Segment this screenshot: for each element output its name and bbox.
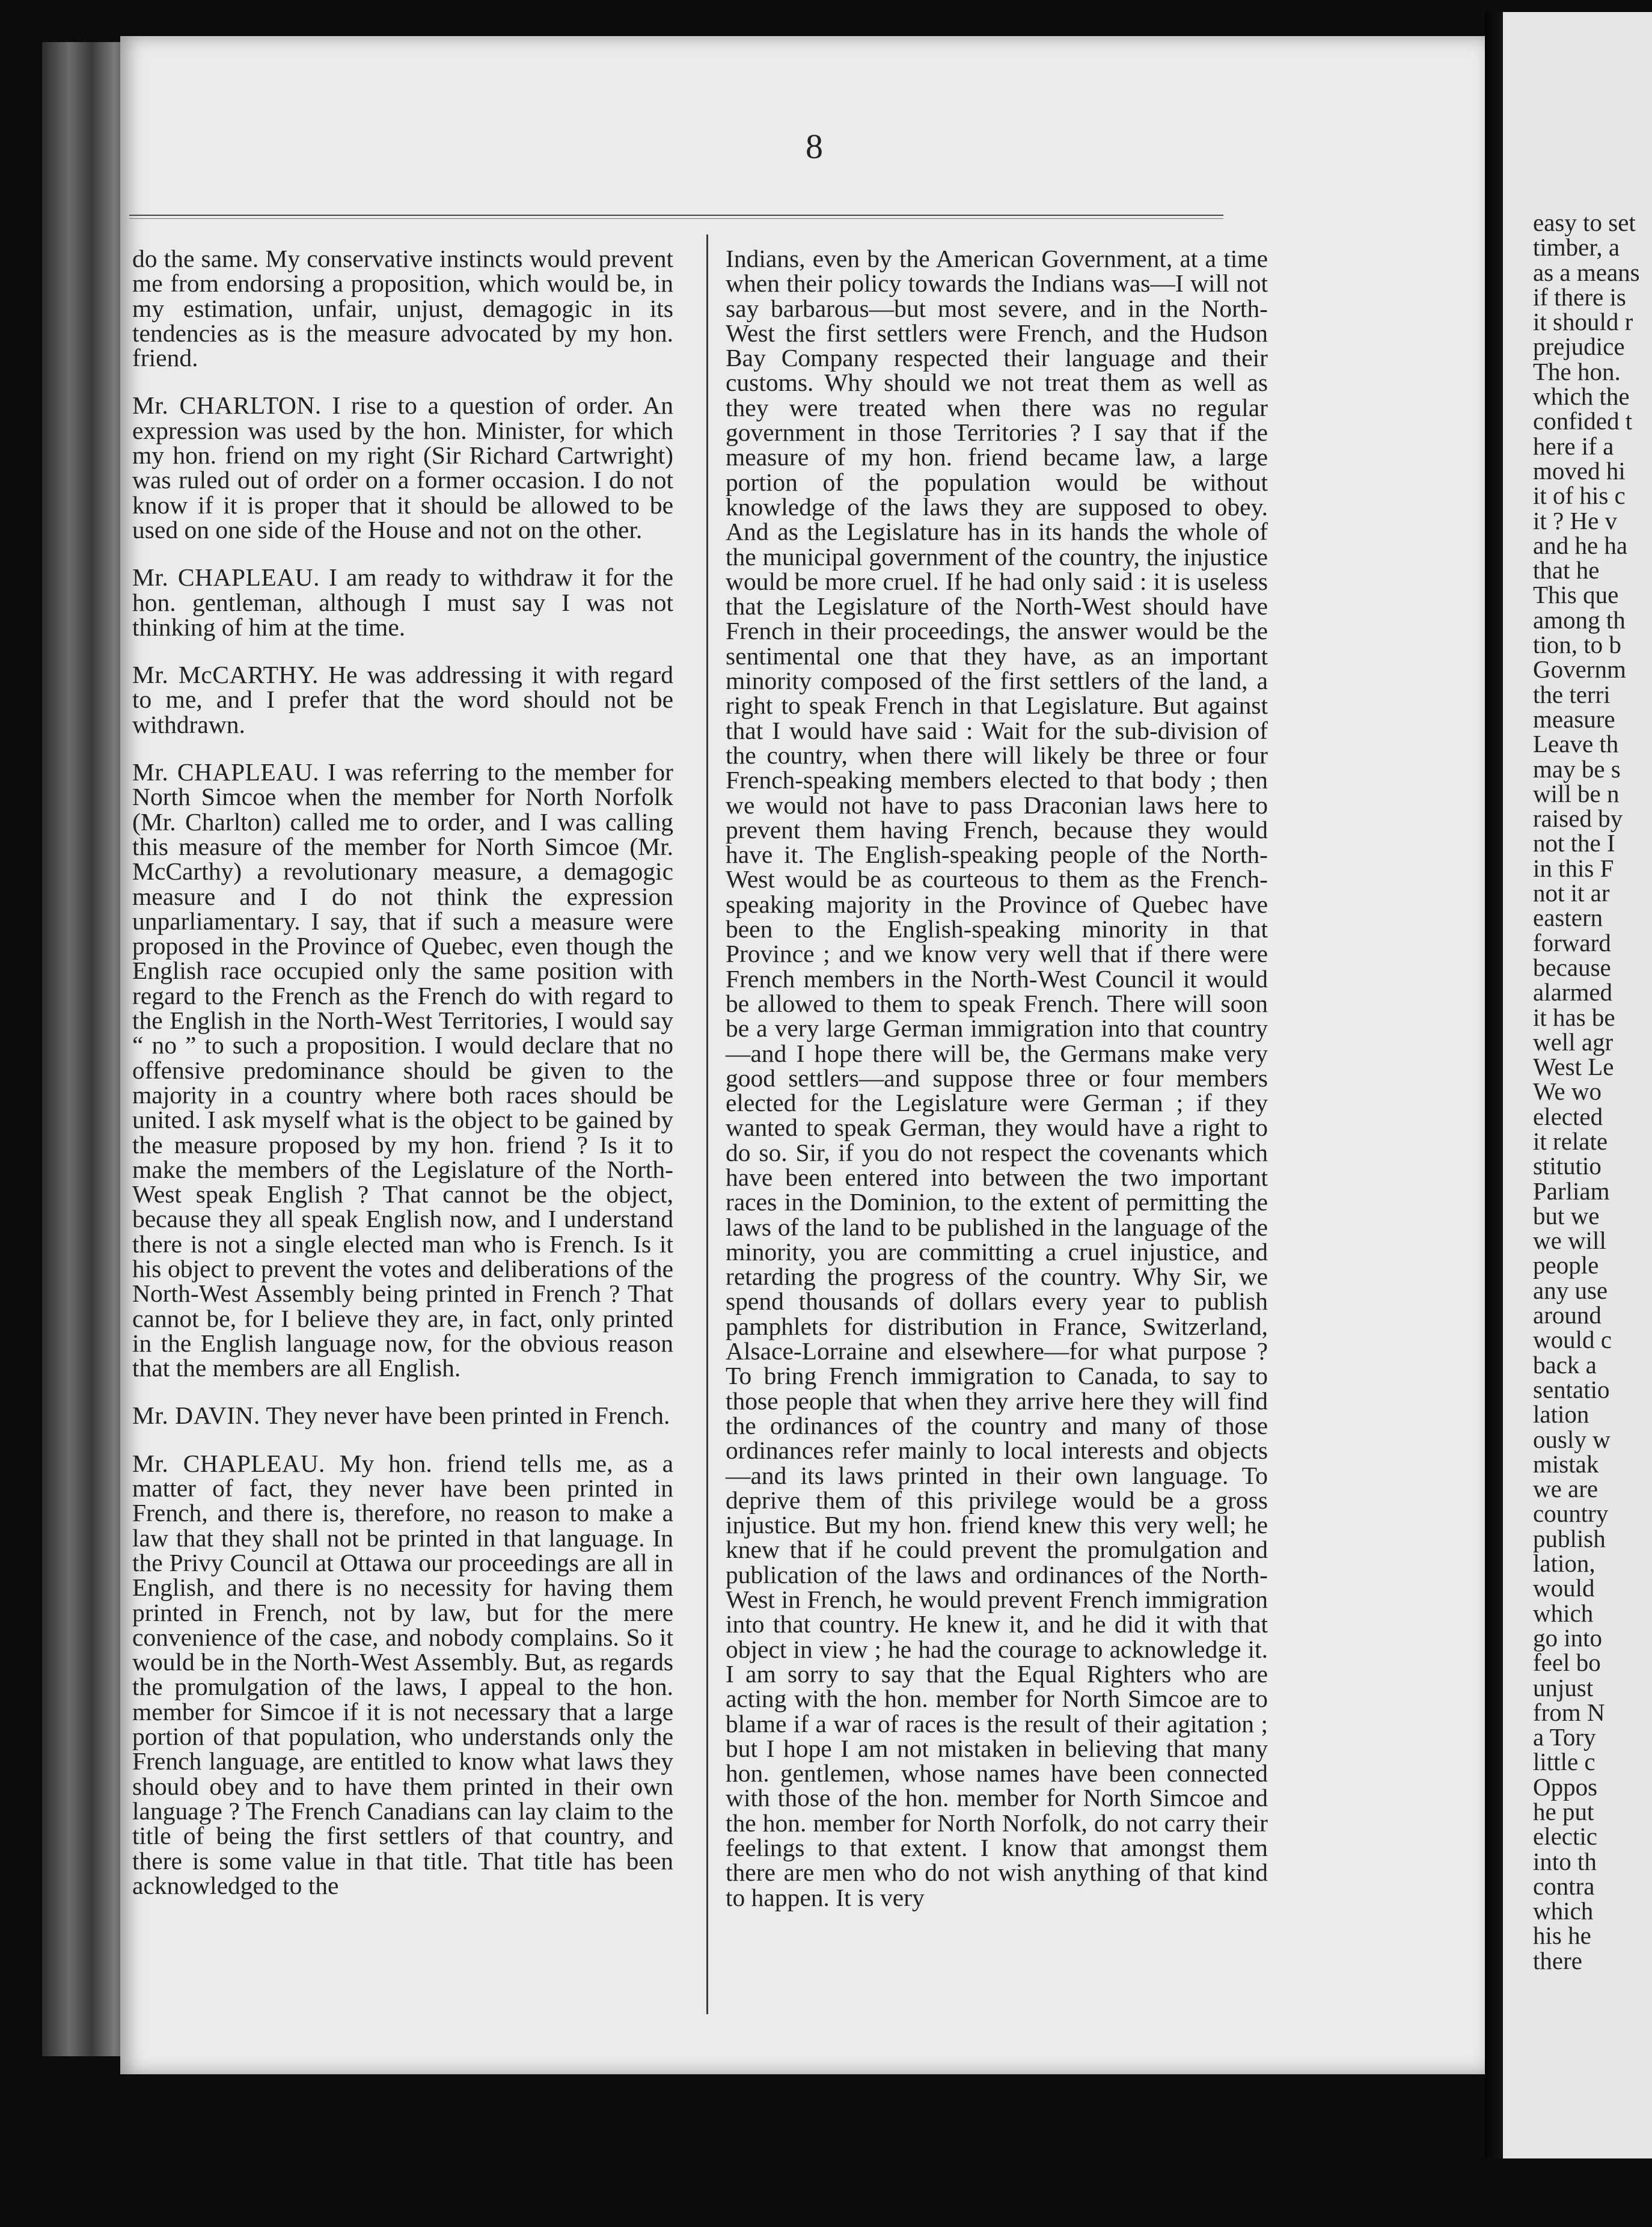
next-page-line: which	[1533, 1599, 1594, 1627]
next-page-text-fragment	[1533, 210, 1640, 1973]
next-page-line: and he ha	[1533, 531, 1628, 559]
next-page-line: we are	[1533, 1475, 1598, 1503]
next-page-line: elected	[1533, 1102, 1603, 1130]
header-rule	[129, 215, 1223, 219]
next-page-line: not it ar	[1533, 879, 1610, 907]
next-page-line: unjust	[1533, 1673, 1594, 1702]
next-page-line: it of his c	[1533, 482, 1626, 510]
paragraph	[132, 663, 673, 737]
next-page-line: will be n	[1533, 779, 1620, 807]
next-page-line: go into	[1533, 1623, 1603, 1652]
next-page-line: we will	[1533, 1227, 1606, 1255]
speaker-name: Mr. CHAPLEAU.	[132, 758, 320, 786]
next-page-line: would	[1533, 1574, 1595, 1602]
next-page-line: around	[1533, 1301, 1602, 1329]
next-page-line: back a	[1533, 1350, 1597, 1379]
left-column	[132, 247, 673, 1921]
next-page-line: electic	[1533, 1822, 1597, 1851]
next-page-line: alarmed	[1533, 978, 1613, 1006]
paragraph	[132, 1403, 673, 1428]
right-column	[726, 247, 1268, 1910]
paragraph	[132, 393, 673, 542]
next-page-line: but we	[1533, 1201, 1600, 1230]
next-page-line: which	[1533, 1897, 1594, 1925]
next-page-edge	[1503, 12, 1652, 2158]
next-page-line: sentatio	[1533, 1375, 1610, 1403]
speaker-name: Mr. DAVIN.	[132, 1401, 260, 1430]
next-page-line: here if a	[1533, 432, 1614, 460]
next-page-line: measure	[1533, 705, 1615, 733]
next-page-line: it has be	[1533, 1003, 1615, 1031]
next-page-line: feel bo	[1533, 1649, 1601, 1677]
speaker-name: Mr. CHAPLEAU.	[132, 563, 320, 592]
next-page-line: the terri	[1533, 680, 1611, 708]
next-page-line: moved hi	[1533, 456, 1626, 485]
next-page-line: it relate	[1533, 1127, 1608, 1155]
next-page-line: his he	[1533, 1922, 1591, 1950]
speaker-name: Mr. CHARLTON.	[132, 391, 322, 420]
column-divider	[706, 234, 708, 2014]
next-page-line: ously w	[1533, 1425, 1611, 1453]
next-page-line: little c	[1533, 1748, 1595, 1776]
next-page-line: raised by	[1533, 804, 1623, 833]
next-page-line: Oppos	[1533, 1772, 1598, 1801]
next-page-line: Parliam	[1533, 1177, 1610, 1205]
next-page-line: The hon.	[1533, 357, 1621, 385]
next-page-line: may be s	[1533, 755, 1621, 783]
page-number: 8	[806, 127, 823, 166]
next-page-line: lation	[1533, 1400, 1589, 1429]
next-page-line: stitutio	[1533, 1152, 1602, 1180]
next-page-line: We wo	[1533, 1077, 1602, 1106]
next-page-line: there	[1533, 1946, 1582, 1974]
next-page-line: contra	[1533, 1872, 1595, 1900]
next-page-line: if there is	[1533, 283, 1626, 311]
next-page-line: that he	[1533, 556, 1600, 584]
next-page-line: easy to set	[1533, 209, 1636, 236]
next-page-line: among th	[1533, 605, 1626, 634]
next-page-line: any use	[1533, 1276, 1608, 1304]
paragraph-text: I am ready to withdraw it for the hon. gentleman, although I must say I was not thinking of him at the time.	[132, 563, 673, 641]
next-page-line: people	[1533, 1251, 1599, 1279]
next-page-line: a Tory	[1533, 1723, 1596, 1751]
next-page-line: country	[1533, 1499, 1609, 1528]
next-page-line: mistak	[1533, 1450, 1599, 1478]
next-page-line: would c	[1533, 1326, 1612, 1354]
paragraph-text: I rise to a question of order. An expression was used by the hon. Minister, for which my hon. friend on my right (Sir Richard Cartwright) was ruled out of order on a former occasion. I do not know if it is proper that it should be allowed to be used on one side of the House and not on the other.	[132, 391, 674, 544]
next-page-line: well agr	[1533, 1028, 1614, 1056]
next-page-line: Leave th	[1533, 730, 1619, 758]
next-page-line: publish	[1533, 1524, 1606, 1552]
paragraph	[132, 760, 673, 1380]
next-page-line: forward	[1533, 928, 1611, 957]
next-page-line: he put	[1533, 1798, 1594, 1825]
speaker-name: Mr. CHAPLEAU.	[132, 1449, 325, 1477]
paragraph	[132, 247, 673, 370]
paragraph-text: Indians, even by the American Government, at a time when their policy towards the Indians was—I will not say barbarous—but most severe, and in the North-West the first settlers were French, and the Hudson Bay Company respected their language and their customs. Why should we not treat them as well as they were treated when there was no regular government in those Territories ? I say that if the measure of my hon. friend became law, a large portion of the population would be without knowledge of the laws they are supposed to obey. And as the Legislature has in its hands the whole of the municipal government of the country, the injustice would be more cruel. If he had only said : it is useless that the Legislature of the North-West should have French in their proceedings, the answer would be the sentimental one that they have, as an important minority composed of the first settlers of the land, a right to speak French in that Legislature. But against that I would have said : Wait for the sub-division of the country, when there will likely be three or four French-speaking members elected to that body ; then we would not have to pass Draconian laws here to prevent them having French, because they would have it. The English-speaking people of the North-West would be as courteous to them as the French-speaking majority in the Province of Quebec have been to the English-speaking minority in that Province ; and we know very well that if there were French members in the North-West Council it would be allowed to them to speak French. There will soon be a very large German immigration into that country—and I hope there will be, the Germans make very good settlers—and suppose three or four members elected for the Legislature were German ; if they wanted to speak German, they would have a right to do so. Sir, if you do not respect the covenants which have been entered into between the two important races in the Dominion, to the extent of permitting the laws of the land to be published in the language of the minority, you are committing a cruel injustice, and retarding the progress of the country. Why Sir, we spend thousands of dollars every year to publish pamphlets for distribution in France, Switzerland, Alsace-Lorraine and elsewhere—for what purpose ? To bring French immigration to Canada, to say to those people that when they arrive here they will find the ordinances of the country and many of those ordinances refer mainly to local interests and objects—and its laws printed in their own language. To deprive them of this privilege would be a gross injustice. But my hon. friend knew this very well; he knew that if he could prevent the promulgation and publication of the laws and ordinances of the North-West in French, he would prevent French immigration into that country. He knew it, and he did it with that object in view ; he had the courage to acknowledge it. I am sorry to say that the Equal Righters who are acting with the hon. member for North Simcoe are to blame if a war of races is the result of their agitation ; but I hope I am not mistaken in believing that many hon. gentlemen, whose names have been connected with those of the hon. member for North Simcoe and the hon. member for North Norfolk, do not carry their feelings to that extent. I know that amongst them there are men who do not wish anything of that kind to happen. It is very	[726, 245, 1268, 1911]
paragraph	[132, 565, 673, 640]
book-spine-shadow	[42, 42, 132, 2056]
next-page-line: confided t	[1533, 407, 1633, 435]
next-page-line: it should r	[1533, 308, 1633, 336]
next-page-line: This que	[1533, 581, 1619, 609]
paragraph-text: My hon. friend tells me, as a matter of fact, they never have been printed in French, and there is, therefore, no reason to make a law that they shall not be printed in that language. In the Privy Council at Ottawa our proceedings are all in English, and there is no necessity for having them printed in French, not by law, but for the mere convenience of the case, and nobody complains. So it would be in the North-West Assembly. But, as regards the promulgation of the laws, I appeal to the hon. member for Simcoe if it is not necessary that a large portion of that population, who understands only the French language, are entitled to know what laws they should obey and to have them printed in their own language ? The French Canadians can lay claim to the title of being the first settlers of that country, and there is some value in that title. That title has been acknowledged to the	[132, 1449, 673, 1899]
paragraph-text: He was addressing it with regard to me, and I prefer that the word should not be withdrawn.	[132, 661, 673, 738]
next-page-line: tion, to b	[1533, 631, 1621, 659]
next-page-line: West Le	[1533, 1053, 1614, 1081]
next-page-line: into th	[1533, 1847, 1597, 1875]
next-page-line: lation,	[1533, 1549, 1595, 1578]
next-page-line: timber, a	[1533, 233, 1620, 262]
next-page-line: it ? He v	[1533, 506, 1618, 535]
speaker-name: Mr. McCARTHY.	[132, 661, 319, 689]
next-page-line: as a means	[1533, 258, 1640, 286]
next-page-line: because	[1533, 953, 1611, 981]
paragraph-text: They never have been printed in French.	[266, 1401, 670, 1430]
next-page-line: prejudice	[1533, 332, 1625, 361]
next-page-line: from N	[1533, 1698, 1605, 1726]
paragraph-text: do the same. My conservative instincts would prevent me from endorsing a proposition, which would be, in my estimation, unfair, unjust, demagogic in its tendencies as is the measure advocated by my hon. friend.	[132, 245, 673, 372]
next-page-line: in this F	[1533, 854, 1614, 882]
paragraph	[132, 1451, 673, 1898]
next-page-line: which the	[1533, 382, 1630, 411]
next-page-line: Governm	[1533, 655, 1626, 684]
next-page-line: eastern	[1533, 904, 1603, 932]
paragraph-text: I was referring to the member for North Simcoe when the member for North Norfolk (Mr. Charlton) called me to order, and I was calling this measure of the member for North Simcoe (Mr. McCarthy) a revolutionary measure, a demagogic measure and I do not think the expression unparliamentary. I say, that if such a measure were proposed in the Province of Quebec, even though the English race occupied only the same position with regard to the French as the French do with regard to the English in the North-West Territories, I would say “ no ” to such a proposition. I would declare that no offensive predominance should be given to the majority in a country where both races should be united. I ask myself what is the object to be gained by the measure proposed by my hon. friend ? Is it to make the members of the Legislature of the North-West speak English ? That cannot be the object, because they all speak English now, and I understand there is not a single elected man who is French. Is it his object to prevent the votes and deliberations of the North-West Assembly being printed in French ? That cannot be, for I believe they are, in fact, only printed in the English language now, for the obvious reason that the members are all English.	[132, 758, 673, 1382]
next-page-line: not the I	[1533, 829, 1615, 857]
